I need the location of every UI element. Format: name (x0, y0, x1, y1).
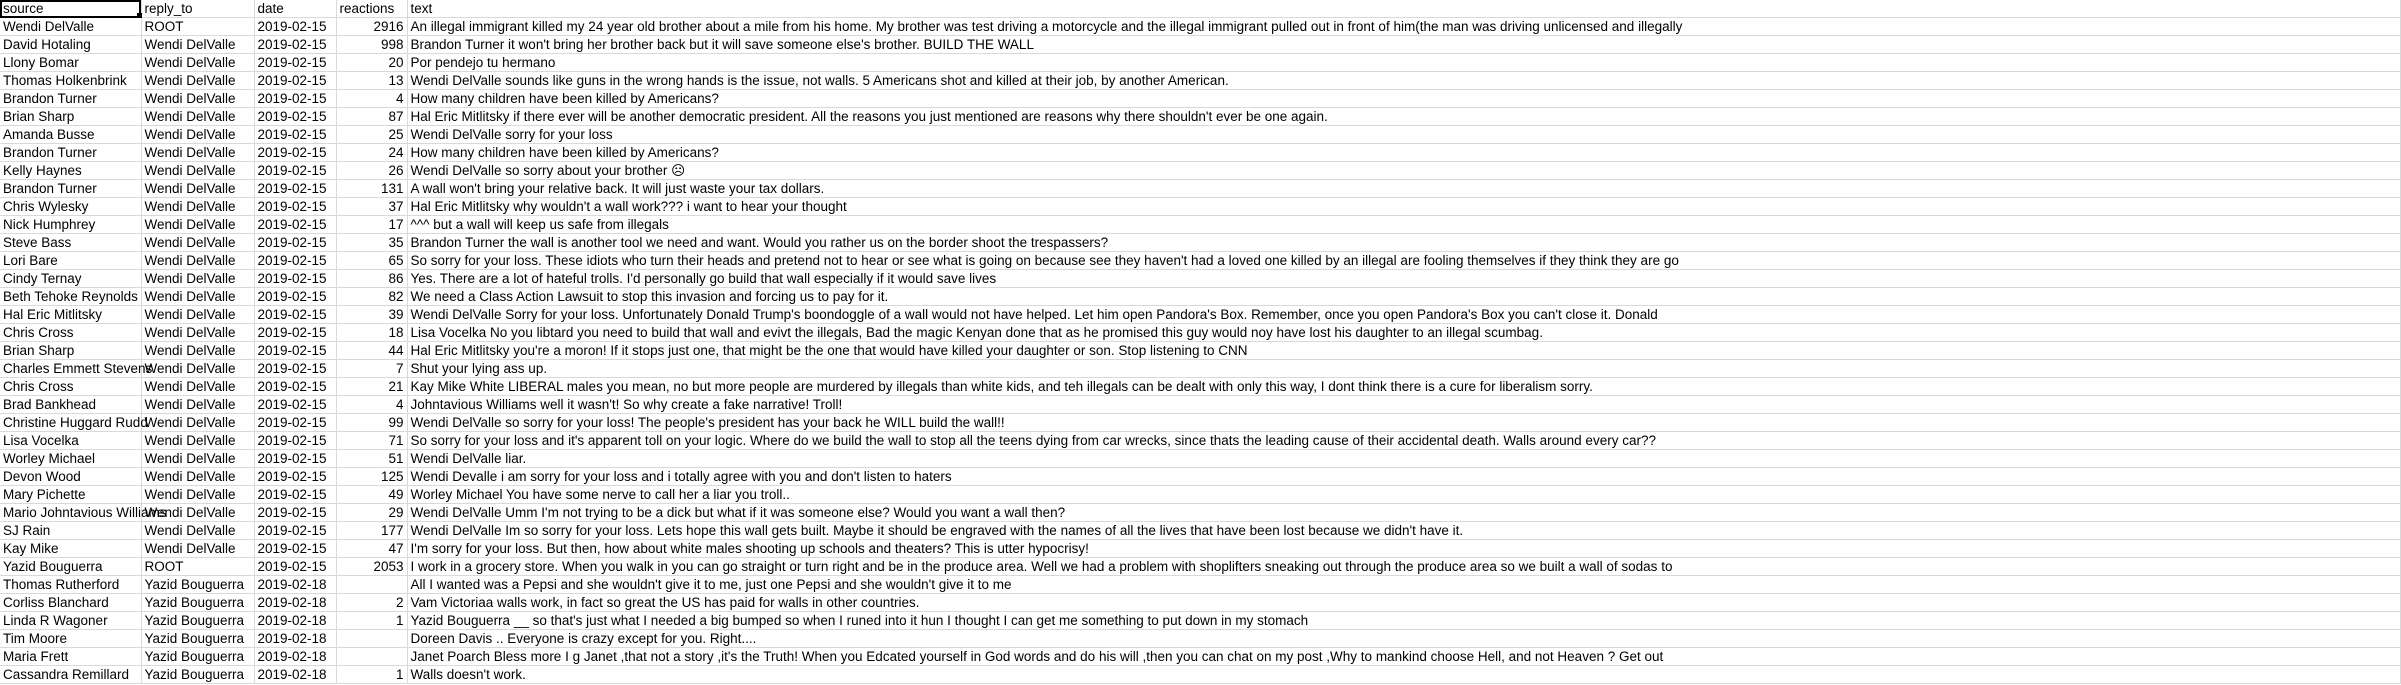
cell-source[interactable]: Worley Michael (0, 450, 141, 468)
cell-text[interactable]: So sorry for your loss. These idiots who turn their heads and pretend not to hear or see what is going on because see they haven't had a loved one killed by an illegal are fooling themselves if they think they are go (407, 252, 2400, 270)
cell-source[interactable]: Wendi DelValle (0, 18, 141, 36)
cell-source[interactable]: Charles Emmett Stevens (0, 360, 141, 378)
cell-reactions[interactable]: 24 (336, 144, 407, 162)
cell-text[interactable]: Wendi DelValle sorry for your loss (407, 126, 2400, 144)
cell-text[interactable]: So sorry for your loss and it's apparent toll on your logic. Where do we build the wall to stop all the teens dying from car wrecks, since thats the leading cause of their accidental death. Walls around every car?? (407, 432, 2400, 450)
table-row (0, 234, 2400, 252)
header-cell-text[interactable]: text (407, 0, 2400, 18)
cell-date[interactable]: 2019-02-15 (254, 90, 336, 108)
cell-date[interactable]: 2019-02-15 (254, 126, 336, 144)
cell-text[interactable]: An illegal immigrant killed my 24 year old brother about a mile from his home. My brother was test driving a motorcycle and the illegal immigrant pulled out in front of him(the man was driving unlicensed and illegally (407, 18, 2400, 36)
header-cell-reply-to[interactable]: reply_to (141, 0, 254, 18)
cell-date[interactable]: 2019-02-15 (254, 234, 336, 252)
cell-reactions[interactable] (336, 630, 407, 648)
cell-text[interactable]: Yes. There are a lot of hateful trolls. I'd personally go build that wall especially if it would save lives (407, 270, 2400, 288)
header-cell-source[interactable]: source (0, 0, 141, 18)
cell-reactions[interactable]: 35 (336, 234, 407, 252)
cell-reactions[interactable]: 82 (336, 288, 407, 306)
cell-text[interactable]: Wendi DelValle Sorry for your loss. Unfortunately Donald Trump's boondoggle of a wall would not have helped. Let him open Pandora's Box. Remember, once you open Pandora's Box you can't close it. Donald (407, 306, 2400, 324)
cell-date[interactable]: 2019-02-15 (254, 468, 336, 486)
cell-reactions[interactable]: 13 (336, 72, 407, 90)
cell-text[interactable]: Por pendejo tu hermano (407, 54, 2400, 72)
cell-source[interactable]: Devon Wood (0, 468, 141, 486)
cell-reactions[interactable]: 2916 (336, 18, 407, 36)
table-row (0, 450, 2400, 468)
cell-date[interactable]: 2019-02-15 (254, 72, 336, 90)
cell-reply-to[interactable]: Wendi DelValle (141, 144, 254, 162)
cell-source[interactable]: Brad Bankhead (0, 396, 141, 414)
cell-reply-to[interactable]: Wendi DelValle (141, 342, 254, 360)
cell-date[interactable]: 2019-02-15 (254, 54, 336, 72)
cell-text[interactable]: Wendi DelValle Umm I'm not trying to be a dick but what if it was someone else? Would you want a wall then? (407, 504, 2400, 522)
cell-date[interactable]: 2019-02-15 (254, 486, 336, 504)
table-row (0, 144, 2400, 162)
cell-text[interactable]: Wendi DelValle liar. (407, 450, 2400, 468)
cell-source[interactable]: Corliss Blanchard (0, 594, 141, 612)
cell-date[interactable]: 2019-02-15 (254, 288, 336, 306)
cell-date[interactable]: 2019-02-15 (254, 360, 336, 378)
cell-source[interactable]: Hal Eric Mitlitsky (0, 306, 141, 324)
table-row (0, 540, 2400, 558)
cell-date[interactable]: 2019-02-18 (254, 612, 336, 630)
cell-date[interactable]: 2019-02-15 (254, 144, 336, 162)
cell-date[interactable]: 2019-02-15 (254, 216, 336, 234)
table-row (0, 252, 2400, 270)
cell-reply-to[interactable]: Wendi DelValle (141, 90, 254, 108)
table-row (0, 306, 2400, 324)
cell-text[interactable]: Hal Eric Mitlitsky you're a moron! If it stops just one, that might be the one that would have killed your daughter or son. Stop listening to CNN (407, 342, 2400, 360)
cell-reactions[interactable] (336, 576, 407, 594)
header-row (0, 0, 2400, 18)
cell-text[interactable]: Hal Eric Mitlitsky why wouldn't a wall work??? i want to hear your thought (407, 198, 2400, 216)
cell-reply-to[interactable]: Wendi DelValle (141, 468, 254, 486)
cell-text[interactable]: Shut your lying ass up. (407, 360, 2400, 378)
cell-source[interactable]: Kay Mike (0, 540, 141, 558)
cell-date[interactable]: 2019-02-15 (254, 558, 336, 576)
table-row (0, 54, 2400, 72)
cell-date[interactable]: 2019-02-15 (254, 432, 336, 450)
cell-reactions[interactable]: 44 (336, 342, 407, 360)
table-row (0, 594, 2400, 612)
cell-reactions[interactable]: 125 (336, 468, 407, 486)
cell-text[interactable]: Walls doesn't work. (407, 666, 2400, 684)
table-row (0, 270, 2400, 288)
cell-source[interactable]: Lisa Vocelka (0, 432, 141, 450)
cell-reply-to[interactable]: Wendi DelValle (141, 234, 254, 252)
cell-reply-to[interactable]: Yazid Bouguerra (141, 594, 254, 612)
cell-reply-to[interactable]: Wendi DelValle (141, 252, 254, 270)
cell-reactions[interactable] (336, 648, 407, 666)
table-row (0, 486, 2400, 504)
table-row (0, 360, 2400, 378)
table-row (0, 378, 2400, 396)
cell-date[interactable]: 2019-02-15 (254, 504, 336, 522)
table-row (0, 522, 2400, 540)
table-row (0, 18, 2400, 36)
table-row (0, 414, 2400, 432)
table-row (0, 558, 2400, 576)
table-row (0, 576, 2400, 594)
cell-date[interactable]: 2019-02-18 (254, 594, 336, 612)
cell-reactions[interactable]: 7 (336, 360, 407, 378)
cell-source[interactable]: Tim Moore (0, 630, 141, 648)
cell-reply-to[interactable]: ROOT (141, 558, 254, 576)
cell-reply-to[interactable]: Wendi DelValle (141, 180, 254, 198)
cell-text[interactable]: ^^^ but a wall will keep us safe from illegals (407, 216, 2400, 234)
cell-reactions[interactable]: 18 (336, 324, 407, 342)
cell-source[interactable]: Lori Bare (0, 252, 141, 270)
cell-reply-to[interactable]: Wendi DelValle (141, 270, 254, 288)
cell-reply-to[interactable]: Wendi DelValle (141, 306, 254, 324)
cell-reactions[interactable]: 4 (336, 396, 407, 414)
cell-text[interactable]: Brandon Turner the wall is another tool we need and want. Would you rather us on the border shoot the trespassers? (407, 234, 2400, 252)
cell-reply-to[interactable]: Wendi DelValle (141, 324, 254, 342)
cell-date[interactable]: 2019-02-18 (254, 648, 336, 666)
cell-reply-to[interactable]: Wendi DelValle (141, 72, 254, 90)
cell-text[interactable]: Janet Poarch Bless more I g Janet ,that not a story ,it's the Truth! When you Edcated yourself in God words and do his will ,then you can chat on my post ,Why to mankind choose Hell, and not Heaven ? Get out (407, 648, 2400, 666)
cell-reactions[interactable]: 71 (336, 432, 407, 450)
cell-reply-to[interactable]: Yazid Bouguerra (141, 612, 254, 630)
cell-reply-to[interactable]: ROOT (141, 18, 254, 36)
cell-source[interactable]: Brian Sharp (0, 342, 141, 360)
cell-source[interactable]: Cindy Ternay (0, 270, 141, 288)
cell-text[interactable]: Kay Mike White LIBERAL males you mean, no but more people are murdered by illegals than white kids, and teh illegals can be dealt with only this way, I dont think there is a cure for liberalism sorry. (407, 378, 2400, 396)
table-row (0, 432, 2400, 450)
cell-date[interactable]: 2019-02-15 (254, 36, 336, 54)
table-row (0, 180, 2400, 198)
cell-text[interactable]: We need a Class Action Lawsuit to stop this invasion and forcing us to pay for it. (407, 288, 2400, 306)
cell-text[interactable]: I work in a grocery store. When you walk in you can go straight or turn right and be in the produce area. Well we had a problem with shoplifters sneaking out through the produce area so we built a wall of sodas to (407, 558, 2400, 576)
cell-reactions[interactable]: 51 (336, 450, 407, 468)
cell-reply-to[interactable]: Wendi DelValle (141, 504, 254, 522)
cell-source[interactable]: David Hotaling (0, 36, 141, 54)
cell-reply-to[interactable]: Wendi DelValle (141, 432, 254, 450)
cell-reactions[interactable]: 998 (336, 36, 407, 54)
cell-source[interactable]: Thomas Holkenbrink (0, 72, 141, 90)
cell-reactions[interactable]: 17 (336, 216, 407, 234)
cell-date[interactable]: 2019-02-15 (254, 324, 336, 342)
table-row (0, 396, 2400, 414)
cell-reactions[interactable]: 86 (336, 270, 407, 288)
cell-reply-to[interactable]: Wendi DelValle (141, 522, 254, 540)
cell-source[interactable]: Kelly Haynes (0, 162, 141, 180)
cell-source[interactable]: Beth Tehoke Reynolds (0, 288, 141, 306)
cell-source[interactable]: Chris Wylesky (0, 198, 141, 216)
table-row (0, 198, 2400, 216)
cell-source[interactable]: Mario Johntavious Williams (0, 504, 141, 522)
cell-reply-to[interactable]: Wendi DelValle (141, 36, 254, 54)
cell-text[interactable]: A wall won't bring your relative back. It will just waste your tax dollars. (407, 180, 2400, 198)
cell-date[interactable]: 2019-02-15 (254, 342, 336, 360)
cell-date[interactable]: 2019-02-18 (254, 666, 336, 684)
cell-source[interactable]: Chris Cross (0, 378, 141, 396)
cell-text[interactable]: Wendi DelValle Im so sorry for your loss. Lets hope this wall gets built. Maybe it should be engraved with the names of all the lives that have been lost because we didn't have it. (407, 522, 2400, 540)
cell-reply-to[interactable]: Yazid Bouguerra (141, 648, 254, 666)
table-row (0, 648, 2400, 666)
cell-reply-to[interactable]: Wendi DelValle (141, 396, 254, 414)
table-row (0, 72, 2400, 90)
cell-text[interactable]: How many children have been killed by Americans? (407, 144, 2400, 162)
cell-reactions[interactable]: 65 (336, 252, 407, 270)
cell-reactions[interactable]: 131 (336, 180, 407, 198)
cell-text[interactable]: Vam Victoriaa walls work, in fact so great the US has paid for walls in other countries. (407, 594, 2400, 612)
cell-date[interactable]: 2019-02-15 (254, 162, 336, 180)
cell-text[interactable]: Wendi DelValle so sorry for your loss! The people's president has your back he WILL build the wall!! (407, 414, 2400, 432)
cell-source[interactable]: Yazid Bouguerra (0, 558, 141, 576)
cell-date[interactable]: 2019-02-18 (254, 630, 336, 648)
table-row (0, 36, 2400, 54)
cell-source[interactable]: Amanda Busse (0, 126, 141, 144)
cell-text[interactable]: Hal Eric Mitlitsky if there ever will be another democratic president. All the reasons you just mentioned are reasons why there shouldn't ever be one again. (407, 108, 2400, 126)
cell-text[interactable]: Yazid Bouguerra __ so that's just what I needed a big bumped so when I runed into it hun I thought I can get me something to put down in my stomach (407, 612, 2400, 630)
cell-reactions[interactable]: 25 (336, 126, 407, 144)
cell-text[interactable]: Doreen Davis .. Everyone is crazy except for you. Right.... (407, 630, 2400, 648)
cell-reactions[interactable]: 29 (336, 504, 407, 522)
cell-reactions[interactable]: 21 (336, 378, 407, 396)
table-row (0, 108, 2400, 126)
header-cell-reactions[interactable]: reactions (336, 0, 407, 18)
cell-reply-to[interactable]: Yazid Bouguerra (141, 630, 254, 648)
cell-reactions[interactable]: 49 (336, 486, 407, 504)
cell-source[interactable]: Mary Pichette (0, 486, 141, 504)
cell-date[interactable]: 2019-02-15 (254, 378, 336, 396)
cell-reply-to[interactable]: Wendi DelValle (141, 288, 254, 306)
cell-date[interactable]: 2019-02-15 (254, 540, 336, 558)
cell-date[interactable]: 2019-02-18 (254, 576, 336, 594)
table-row (0, 216, 2400, 234)
table-row (0, 126, 2400, 144)
table-row (0, 90, 2400, 108)
cell-reactions[interactable]: 37 (336, 198, 407, 216)
cell-date[interactable]: 2019-02-15 (254, 522, 336, 540)
table-row (0, 630, 2400, 648)
cell-reactions[interactable]: 99 (336, 414, 407, 432)
cell-reply-to[interactable]: Wendi DelValle (141, 162, 254, 180)
cell-reactions[interactable]: 177 (336, 522, 407, 540)
table-row (0, 162, 2400, 180)
table-row (0, 612, 2400, 630)
header-cell-date[interactable]: date (254, 0, 336, 18)
cell-date[interactable]: 2019-02-15 (254, 270, 336, 288)
cell-date[interactable]: 2019-02-15 (254, 396, 336, 414)
cell-date[interactable]: 2019-02-15 (254, 252, 336, 270)
cell-date[interactable]: 2019-02-15 (254, 180, 336, 198)
cell-text[interactable]: Johntavious Williams well it wasn't! So why create a fake narrative! Troll! (407, 396, 2400, 414)
cell-text[interactable]: Wendi DelValle sounds like guns in the wrong hands is the issue, not walls. 5 Americans shot and killed at their job, by another American. (407, 72, 2400, 90)
cell-source[interactable]: Brandon Turner (0, 90, 141, 108)
cell-text[interactable]: Wendi DelValle so sorry about your brother ☹ (407, 162, 2400, 180)
cell-text[interactable]: Worley Michael You have some nerve to call her a liar you troll.. (407, 486, 2400, 504)
cell-date[interactable]: 2019-02-15 (254, 198, 336, 216)
cell-reactions[interactable]: 1 (336, 612, 407, 630)
cell-reactions[interactable]: 20 (336, 54, 407, 72)
cell-reactions[interactable]: 47 (336, 540, 407, 558)
cell-text[interactable]: Wendi Devalle i am sorry for your loss and i totally agree with you and don't listen to haters (407, 468, 2400, 486)
cell-reactions[interactable]: 39 (336, 306, 407, 324)
cell-reply-to[interactable]: Yazid Bouguerra (141, 576, 254, 594)
cell-reactions[interactable]: 4 (336, 90, 407, 108)
cell-reply-to[interactable]: Wendi DelValle (141, 198, 254, 216)
cell-text[interactable]: How many children have been killed by Americans? (407, 90, 2400, 108)
cell-reply-to[interactable]: Wendi DelValle (141, 414, 254, 432)
cell-text[interactable]: Lisa Vocelka No you libtard you need to build that wall and evivt the illegals, Bad the magic Kenyan done that as he promised this guy would noy have lost his daughter to an illegal scumbag. (407, 324, 2400, 342)
cell-source[interactable]: Brandon Turner (0, 144, 141, 162)
cell-source[interactable]: Thomas Rutherford (0, 576, 141, 594)
cell-reply-to[interactable]: Wendi DelValle (141, 378, 254, 396)
cell-date[interactable]: 2019-02-15 (254, 108, 336, 126)
table-row (0, 342, 2400, 360)
cell-text[interactable]: Brandon Turner it won't bring her brother back but it will save someone else's brother. BUILD THE WALL (407, 36, 2400, 54)
fill-handle[interactable] (137, 13, 142, 18)
cell-date[interactable]: 2019-02-15 (254, 450, 336, 468)
cell-source[interactable]: Steve Bass (0, 234, 141, 252)
cell-reactions[interactable]: 2053 (336, 558, 407, 576)
cell-source[interactable]: Maria Frett (0, 648, 141, 666)
cell-date[interactable]: 2019-02-15 (254, 306, 336, 324)
cell-reactions[interactable]: 26 (336, 162, 407, 180)
cell-reactions[interactable]: 2 (336, 594, 407, 612)
cell-reply-to[interactable]: Wendi DelValle (141, 54, 254, 72)
cell-reply-to[interactable]: Wendi DelValle (141, 486, 254, 504)
cell-reactions[interactable]: 87 (336, 108, 407, 126)
cell-source[interactable]: Brandon Turner (0, 180, 141, 198)
cell-reply-to[interactable]: Wendi DelValle (141, 540, 254, 558)
cell-reply-to[interactable]: Wendi DelValle (141, 126, 254, 144)
cell-reply-to[interactable]: Wendi DelValle (141, 108, 254, 126)
cell-reply-to[interactable]: Wendi DelValle (141, 216, 254, 234)
cell-date[interactable]: 2019-02-15 (254, 18, 336, 36)
cell-reply-to[interactable]: Yazid Bouguerra (141, 666, 254, 684)
cell-source[interactable]: Nick Humphrey (0, 216, 141, 234)
cell-source[interactable]: Llony Bomar (0, 54, 141, 72)
cell-reactions[interactable]: 1 (336, 666, 407, 684)
table-row (0, 324, 2400, 342)
table-row (0, 468, 2400, 486)
cell-text[interactable]: All I wanted was a Pepsi and she wouldn't give it to me, just one Pepsi and she wouldn't give it to me (407, 576, 2400, 594)
cell-reply-to[interactable]: Wendi DelValle (141, 450, 254, 468)
cell-reply-to[interactable]: Wendi DelValle (141, 360, 254, 378)
table-row (0, 504, 2400, 522)
cell-source[interactable]: Chris Cross (0, 324, 141, 342)
cell-source[interactable]: Cassandra Remillard (0, 666, 141, 684)
cell-source[interactable]: Linda R Wagoner (0, 612, 141, 630)
cell-source[interactable]: Brian Sharp (0, 108, 141, 126)
cell-source[interactable]: Christine Huggard Rudd (0, 414, 141, 432)
cell-date[interactable]: 2019-02-15 (254, 414, 336, 432)
table-row (0, 288, 2400, 306)
cell-text[interactable]: I'm sorry for your loss. But then, how about white males shooting up schools and theaters? This is utter hypocrisy! (407, 540, 2400, 558)
table-row (0, 666, 2400, 684)
cell-source[interactable]: SJ Rain (0, 522, 141, 540)
